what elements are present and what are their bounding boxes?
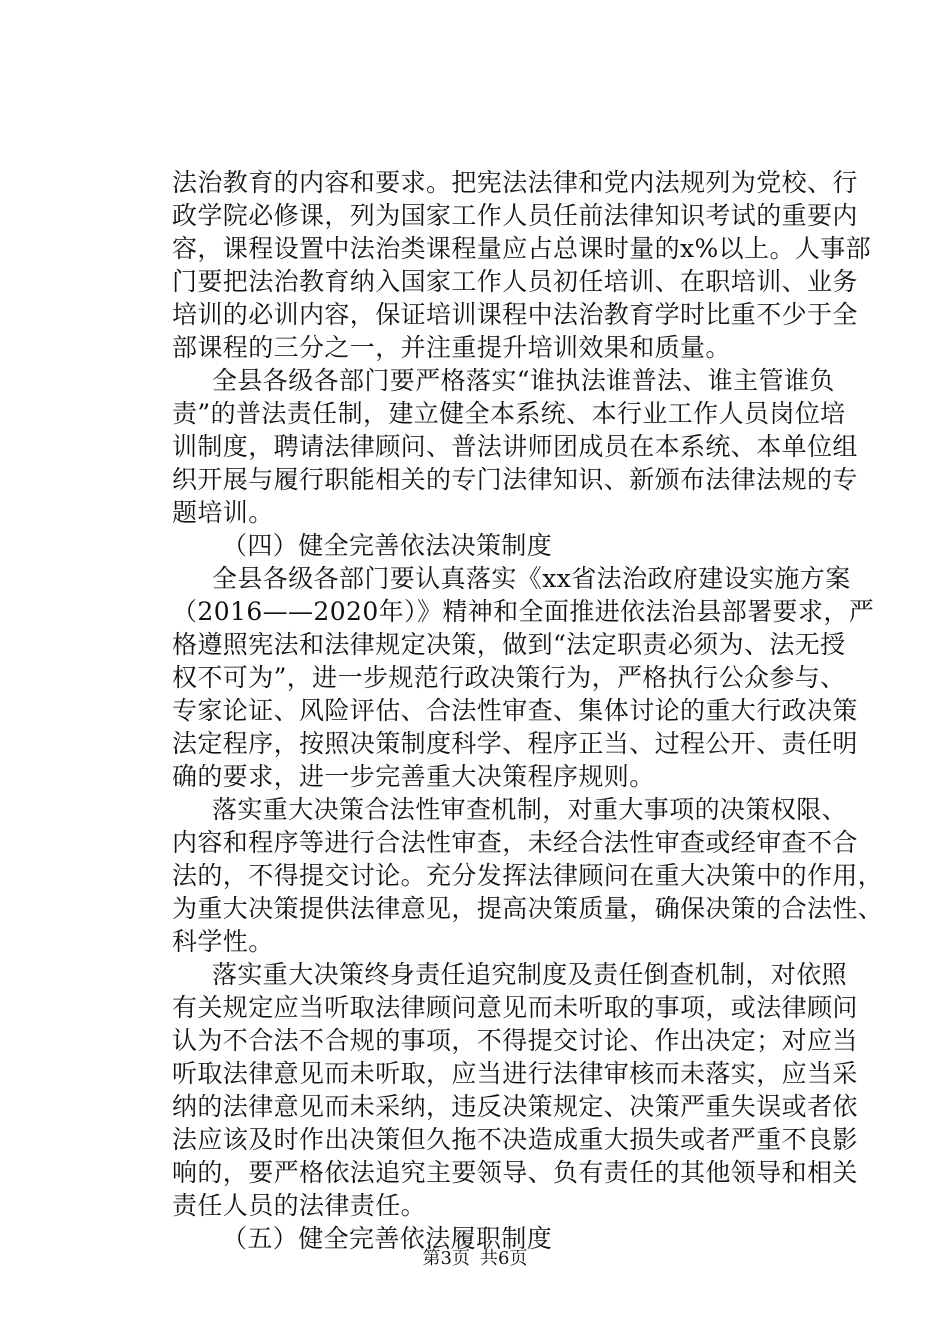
text-line: 纳的法律意见而未采纳，违反决策规定、决策严重失误或者依 — [172, 1092, 858, 1121]
text-line: 法应该及时作出决策但久拖不决造成重大损失或者严重不良影 — [172, 1125, 858, 1154]
text-line: 落实重大决策合法性审查机制，对重大事项的决策权限、 — [212, 795, 848, 824]
page-total: 共6页 — [480, 1248, 528, 1269]
text-line: 格遵照宪法和法律规定决策，做到“法定职责必须为、法无授 — [172, 630, 846, 659]
text-line: 法的，不得提交讨论。充分发挥法律顾问在重大决策中的作用， — [172, 861, 884, 890]
text-line: 全县各级各部门要认真落实《xx省法治政府建设实施方案 — [212, 564, 851, 593]
text-line: 专家论证、风险评估、合法性审查、集体讨论的重大行政决策 — [172, 696, 858, 725]
text-line: 培训的必训内容，保证培训课程中法治教育学时比重不少于全 — [172, 300, 858, 329]
text-line: （2016——2020年）》精神和全面推进依法治县部署要求，严 — [172, 597, 875, 626]
text-line: 为重大决策提供法律意见，提高决策质量，确保决策的合法性、 — [172, 894, 884, 923]
text-line: 听取法律意见而未听取，应当进行法律审核而未落实，应当采 — [172, 1059, 858, 1088]
section-heading: （五）健全完善依法履职制度 — [222, 1224, 553, 1253]
text-line: 认为不合法不合规的事项，不得提交讨论、作出决定；对应当 — [172, 1026, 858, 1055]
text-line: 题培训。 — [172, 498, 274, 527]
text-line: 确的要求，进一步完善重大决策程序规则。 — [172, 762, 655, 791]
text-line: 落实重大决策终身责任追究制度及责任倒查机制，对依照 — [212, 960, 848, 989]
text-line: 部课程的三分之一，并注重提升培训效果和质量。 — [172, 333, 731, 362]
text-line: 织开展与履行职能相关的专门法律知识、新颁布法律法规的专 — [172, 465, 858, 494]
text-line: 训制度，聘请法律顾问、普法讲师团成员在本系统、本单位组 — [172, 432, 858, 461]
page-number: 第3页 — [422, 1248, 470, 1269]
text-line: 责任人员的法律责任。 — [172, 1191, 427, 1220]
text-line: 科学性。 — [172, 927, 274, 956]
text-line: 门要把法治教育纳入国家工作人员初任培训、在职培训、业务 — [172, 267, 858, 296]
text-line: 权不可为”，进一步规范行政决策行为，严格执行公众参与、 — [172, 663, 846, 692]
text-line: 法治教育的内容和要求。把宪法法律和党内法规列为党校、行 — [172, 168, 858, 197]
document-body — [172, 166, 884, 1255]
text-line: 法定程序，按照决策制度科学、程序正当、过程公开、责任明 — [172, 729, 858, 758]
text-line: 响的，要严格依法追究主要领导、负有责任的其他领导和相关 — [172, 1158, 858, 1187]
text-line: 责”的普法责任制，建立健全本系统、本行业工作人员岗位培 — [172, 399, 846, 428]
text-line: 内容和程序等进行合法性审查，未经合法性审查或经审查不合 — [172, 828, 858, 857]
text-line: 全县各级各部门要严格落实“谁执法谁普法、谁主管谁负 — [212, 366, 835, 395]
text-line: 有关规定应当听取法律顾问意见而未听取的事项，或法律顾问 — [172, 993, 858, 1022]
section-heading: （四）健全完善依法决策制度 — [222, 531, 553, 560]
page-footer — [0, 1247, 950, 1271]
text-line: 政学院必修课，列为国家工作人员任前法律知识考试的重要内 — [172, 201, 858, 230]
text-line: 容，课程设置中法治类课程量应占总课时量的x%以上。人事部 — [172, 234, 872, 263]
